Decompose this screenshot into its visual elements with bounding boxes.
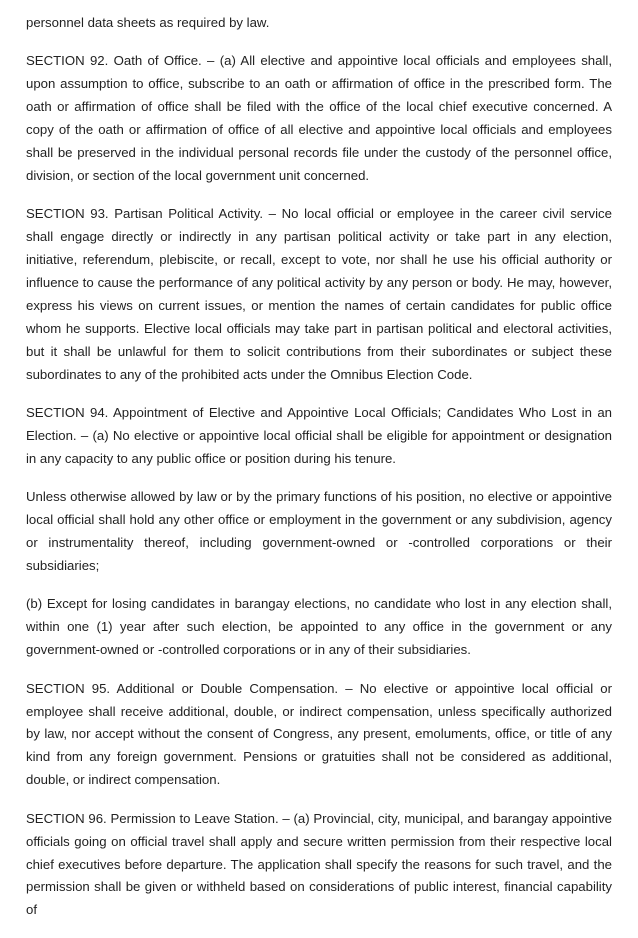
paragraph-section-95: SECTION 95. Additional or Double Compensation. – No elective or appointive local official or employee shall receive additional, double, or indirect compensation, unless specifically authorized by law, nor accept without the consent of Congress, any present, emoluments, office, or title of any kind from any foreign government. Pensions or gratuities shall not be considered as additional, double, or indirect compensation. (26, 680, 612, 788)
paragraph-section-94-a: SECTION 94. Appointment of Elective and Appointive Local Officials; Candidates Who Lost in an Election. – (a) No elective or appointive local official shall be eligible for appointment or designation in any capacity to any public office or position during his tenure. (26, 405, 612, 466)
paragraph-section-94-b: (b) Except for losing candidates in barangay elections, no candidate who lost in any election shall, within one (1) year after such election, be appointed to any office in the government or any government-owned or -controlled corporations or in any of their subsidiaries. (26, 596, 612, 658)
paragraph-section-96: SECTION 96. Permission to Leave Station. – (a) Provincial, city, municipal, and barangay appointive officials going on official travel shall apply and secure written permission from their respective local chief executives before departure. The application shall specify the reasons for such travel, and the permission shall be given or withheld based on considerations of public interest, financial capability of (26, 810, 612, 918)
paragraph-section-92: SECTION 92. Oath of Office. – (a) All elective and appointive local officials and employees shall, upon assumption to office, subscribe to an oath or affirmation of office in the prescribed form. The oath or affirmation of office shall be filed with the office of the local chief executive concerned. A copy of the oath or affirmation of office of all elective and appointive local officials and employees shall be preserved in the individual personal records file under the custody of the personnel office, division, or section of the local government unit concerned. (26, 53, 612, 183)
paragraph-section-93: SECTION 93. Partisan Political Activity. – No local official or employee in the career civil service shall engage directly or indirectly in any partisan political activity or take part in any election, initiative, referendum, plebiscite, or recall, except to vote, nor shall he use his official authority or influence to cause the performance of any political activity by any person or body. He may, however, express his views on current issues, or mention the names of certain candidates for public office whom he supports. Elective local officials may take part in partisan political and electoral activities, but it shall be unlawful for them to solicit contributions from their subordinates or subject these subordinates to any of the prohibited acts under the Omnibus Election Code. (26, 206, 612, 382)
paragraph-continuation: personnel data sheets as required by law. (26, 15, 270, 30)
paragraph-section-94-a-cont: Unless otherwise allowed by law or by the primary functions of his position, no elective or appointive local official shall hold any other office or employment in the government or any subdivision, agency or instrumentality thereof, including government-owned or -controlled corporations or their subsidiaries; (26, 489, 612, 574)
document-page (26, 12, 612, 938)
